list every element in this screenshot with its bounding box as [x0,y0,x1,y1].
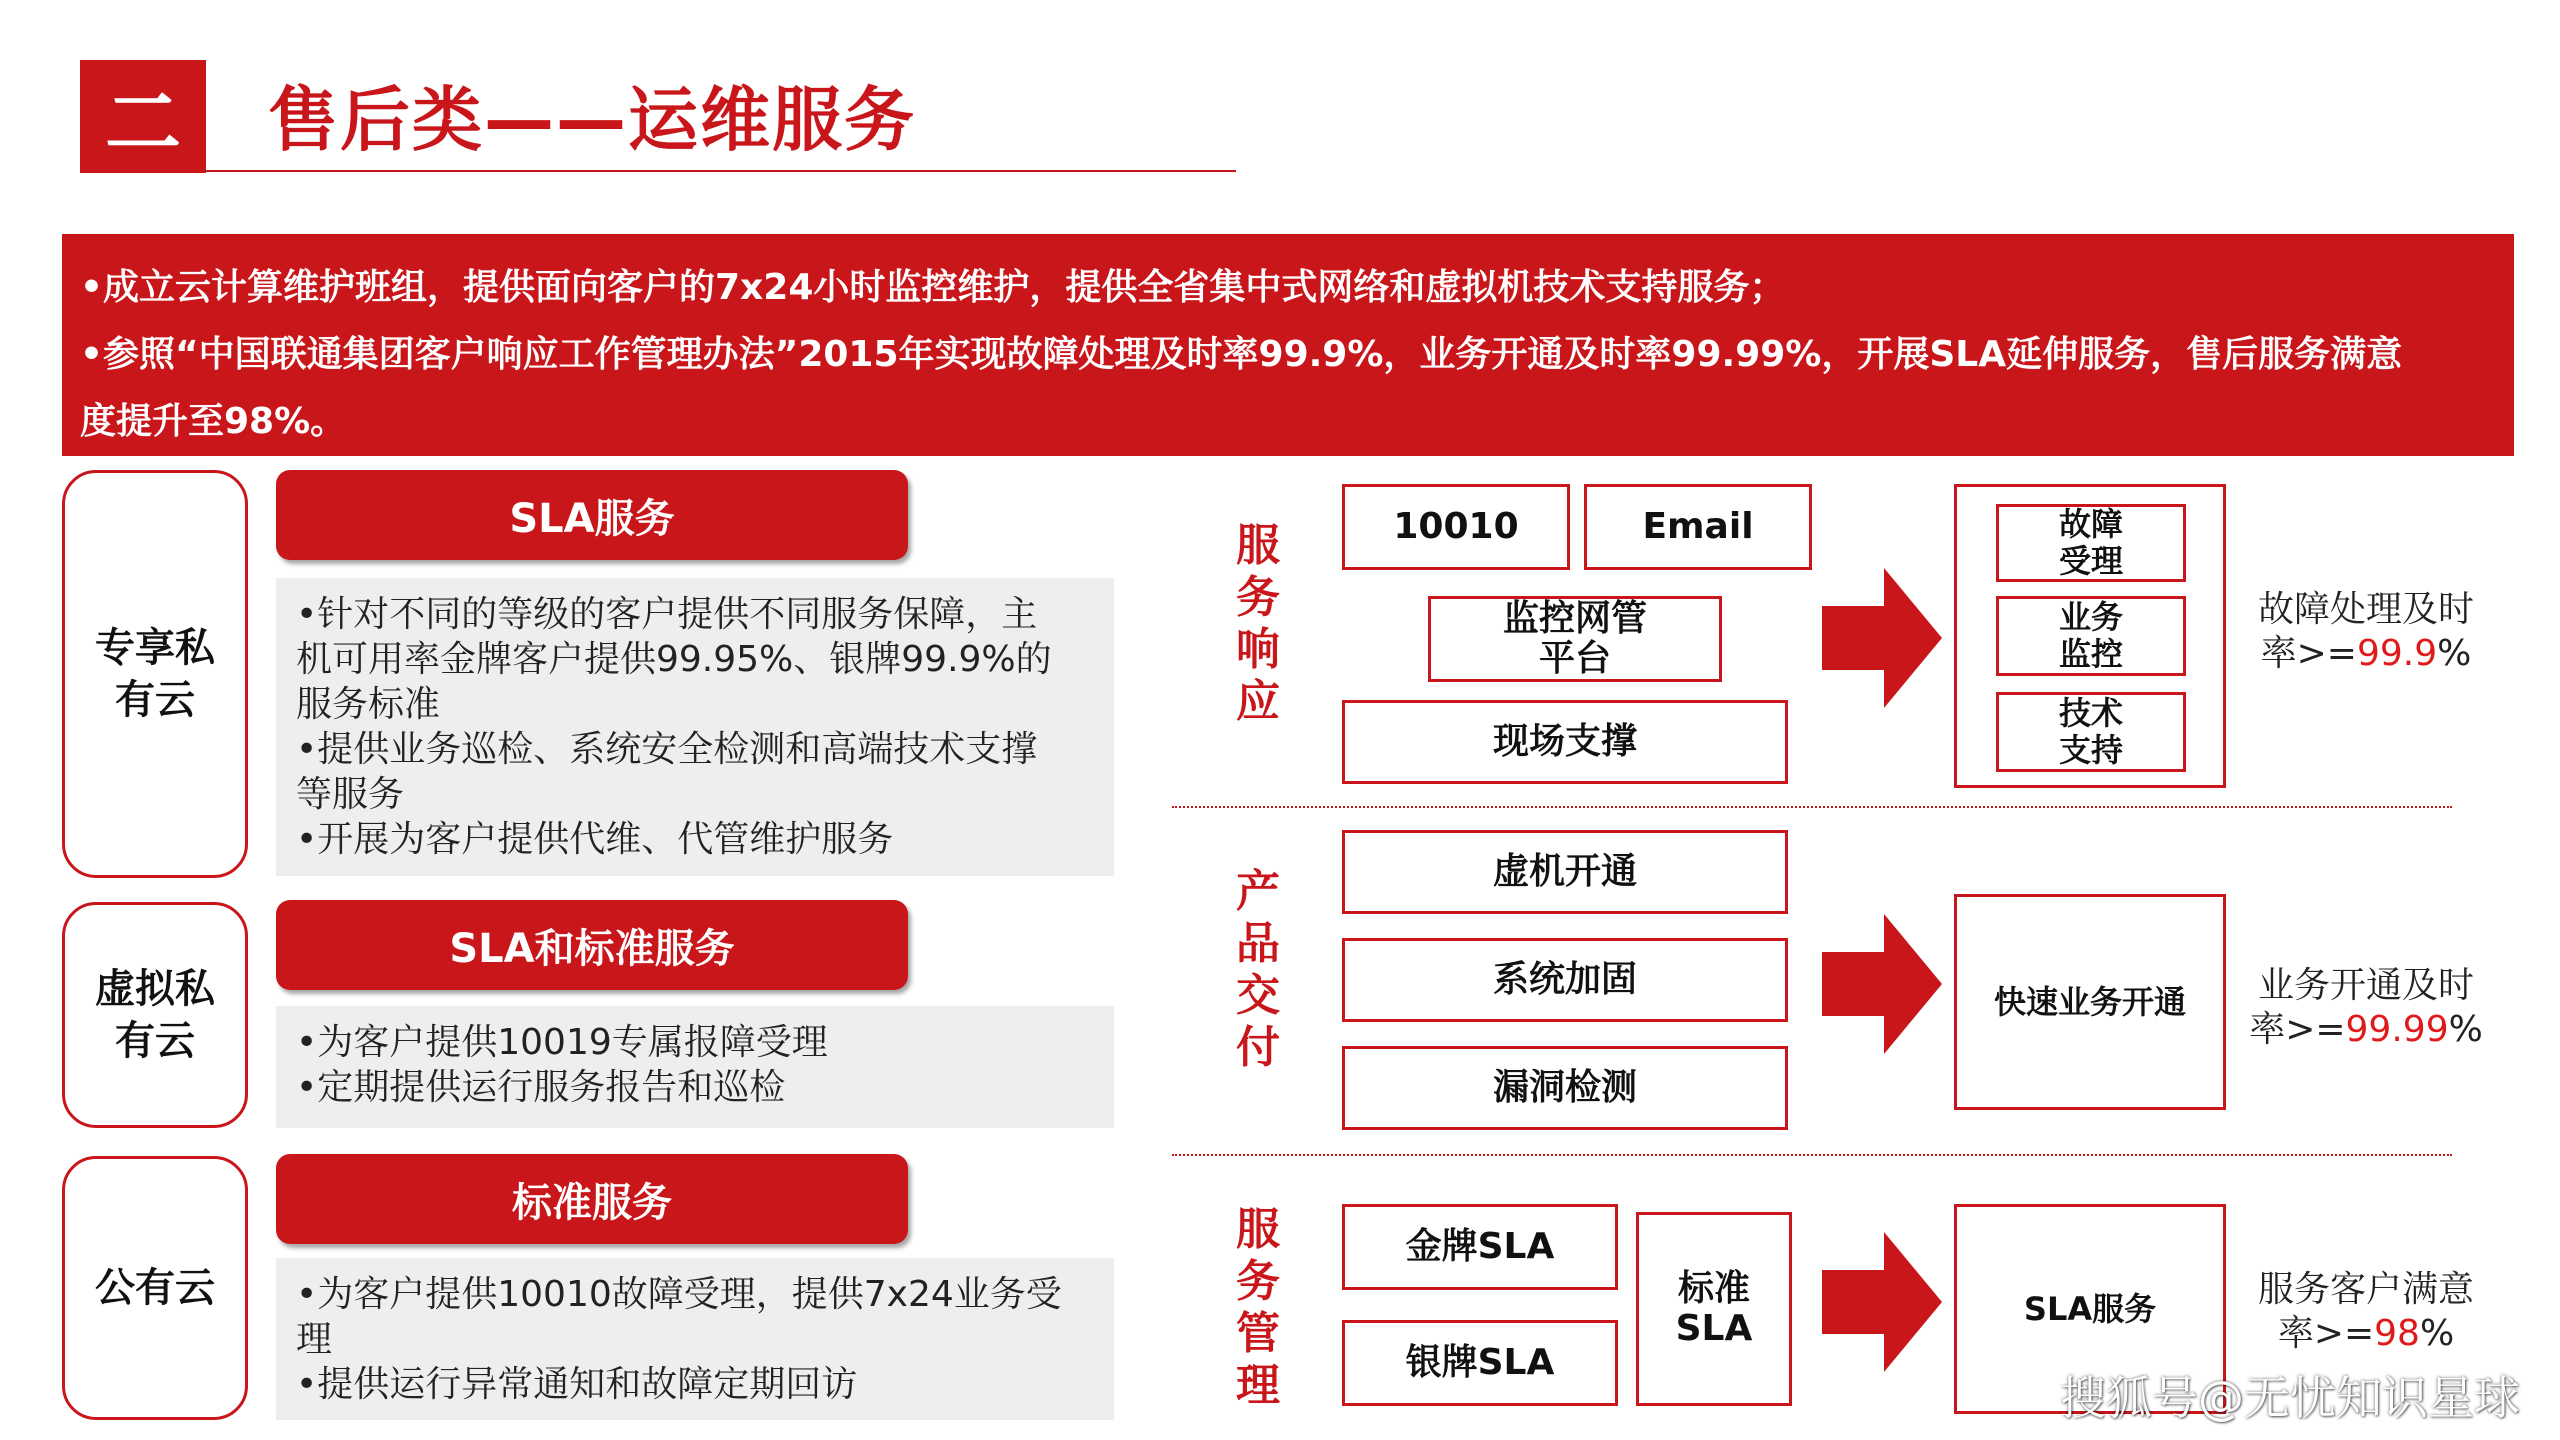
output-fault-acceptance [1996,504,2186,582]
delivery-system-hardening: 系统加固 [1342,938,1788,1022]
vertical-label-char: 交 [1236,970,1280,1021]
arrow-right-icon [1822,568,1942,708]
output-tech-support [1996,692,2186,772]
tier-description [276,578,1114,876]
vertical-label-char: 应 [1236,676,1280,727]
delivery-vm-provisioning: 虚机开通 [1342,830,1788,914]
cloud-label-line: 公有云 [95,1265,215,1311]
metric-prefix: 率>= [2277,1313,2375,1354]
tier-description [276,1258,1114,1420]
silver-sla: 银牌SLA [1342,1320,1618,1406]
box-line: 业务 [2058,598,2123,636]
tier-description-line: •针对不同的等级的客户提供不同服务保障，主 [296,594,1038,635]
metric-unit: % [2448,1009,2483,1050]
tier-description-line: •提供业务巡检、系统安全检测和高端技术支撑 [296,729,1038,770]
watermark: 搜狐号@无忧知识星球 [2060,1371,2520,1425]
box-line: 故障 [2058,505,2123,543]
tier-service-header: SLA和标准服务 [276,900,908,990]
delivery-vulnerability-scan: 漏洞检测 [1342,1046,1788,1130]
tier-description-line: 等服务 [296,774,405,815]
banner-line-2: •参照“中国联通集团客户响应工作管理办法”2015年实现故障处理及时率99.9%，业务开通及时率99.99%，开展SLA延伸服务，售后服务满意 [80,334,2403,375]
vertical-label-char: 产 [1236,866,1280,917]
vertical-label-char: 响 [1236,624,1280,675]
box-line: 支持 [2058,731,2123,769]
cloud-label-line: 专享私 [95,625,215,671]
summary-banner [62,234,2514,456]
vertical-label-char: 理 [1236,1360,1280,1411]
vertical-label-char: 品 [1236,918,1280,969]
provisioning-metric [2236,964,2496,1052]
box-line: 标准 [1677,1268,1750,1309]
box-line: 技术 [2058,694,2123,732]
metric-prefix: 率>= [2260,633,2357,674]
section-number-badge [80,60,206,173]
metric-label: 服务客户满意 [2257,1269,2474,1310]
title-underline [206,170,1236,172]
metric-value: 99.99 [2345,1009,2449,1050]
metric-value: 99.9 [2356,633,2438,674]
tier-description [276,1006,1114,1128]
vertical-label-char: 付 [1236,1022,1280,1073]
tier-service-header: 标准服务 [276,1154,908,1244]
banner-line-3: 度提升至98%。 [80,401,347,442]
tier-description-line: 服务标准 [296,684,441,725]
channel-onsite-support: 现场支撑 [1342,700,1788,784]
channel-10010: 10010 [1342,484,1570,570]
vertical-label-char: 服 [1236,520,1280,571]
tier-service-header: SLA服务 [276,470,908,560]
service-response-label [1228,520,1288,728]
metric-label: 业务开通及时 [2257,965,2474,1006]
service-management-label [1228,1204,1288,1412]
output-sla-service: SLA服务 [1954,1204,2226,1414]
vertical-label-char: 务 [1236,1256,1280,1307]
channel-email: Email [1584,484,1812,570]
metric-prefix: 率>= [2249,1009,2346,1050]
metric-unit: % [2437,633,2472,674]
tier-description-line: 机可用率金牌客户提供99.95%、银牌99.9%的 [296,639,1052,680]
cloud-label-line: 有云 [115,1018,195,1064]
box-line: 受理 [2058,542,2123,580]
tier-description-line: •开展为客户提供代维、代管维护服务 [296,819,894,860]
box-line: 监控网管 [1502,598,1647,639]
tier-description-line: •为客户提供10019专属报障受理 [296,1022,828,1063]
box-line: 监控 [2058,635,2123,673]
tier-description-line: •定期提供运行服务报告和巡检 [296,1067,786,1108]
gold-sla: 金牌SLA [1342,1204,1618,1290]
arrow-right-icon [1822,1232,1942,1372]
cloud-label-dedicated-private [62,470,248,878]
section-divider [1172,806,2452,808]
arrow-right-icon [1822,914,1942,1054]
box-line: 平台 [1538,638,1611,679]
standard-sla [1636,1212,1792,1406]
metric-unit: % [2419,1313,2455,1354]
vertical-label-char: 务 [1236,572,1280,623]
metric-label: 故障处理及时 [2257,589,2474,630]
cloud-label-virtual-private [62,902,248,1128]
cloud-label-line: 有云 [115,677,195,723]
tier-description-line: •提供运行异常通知和故障定期回访 [296,1364,858,1405]
section-number: 二 [105,78,181,167]
tier-description-line: 理 [296,1319,333,1360]
section-divider [1172,1154,2452,1156]
fault-handling-metric [2236,588,2496,676]
product-delivery-label [1228,866,1288,1074]
banner-line-1: •成立云计算维护班组，提供面向客户的7x24小时监控维护，提供全省集中式网络和虚拟机技术支持服务； [80,267,1786,308]
page-title: 售后类——运维服务 [268,79,916,161]
metric-value: 98 [2374,1313,2420,1354]
box-line: SLA [1675,1308,1753,1349]
tier-description-line: •为客户提供10010故障受理，提供7x24业务受 [296,1274,1062,1315]
output-fast-provisioning: 快速业务开通 [1954,894,2226,1110]
satisfaction-metric [2236,1268,2496,1356]
cloud-label-public [62,1156,248,1420]
channel-monitoring-platform [1428,596,1722,682]
output-business-monitoring [1996,596,2186,676]
vertical-label-char: 服 [1236,1204,1280,1255]
vertical-label-char: 管 [1236,1308,1280,1359]
cloud-label-line: 虚拟私 [95,966,215,1012]
